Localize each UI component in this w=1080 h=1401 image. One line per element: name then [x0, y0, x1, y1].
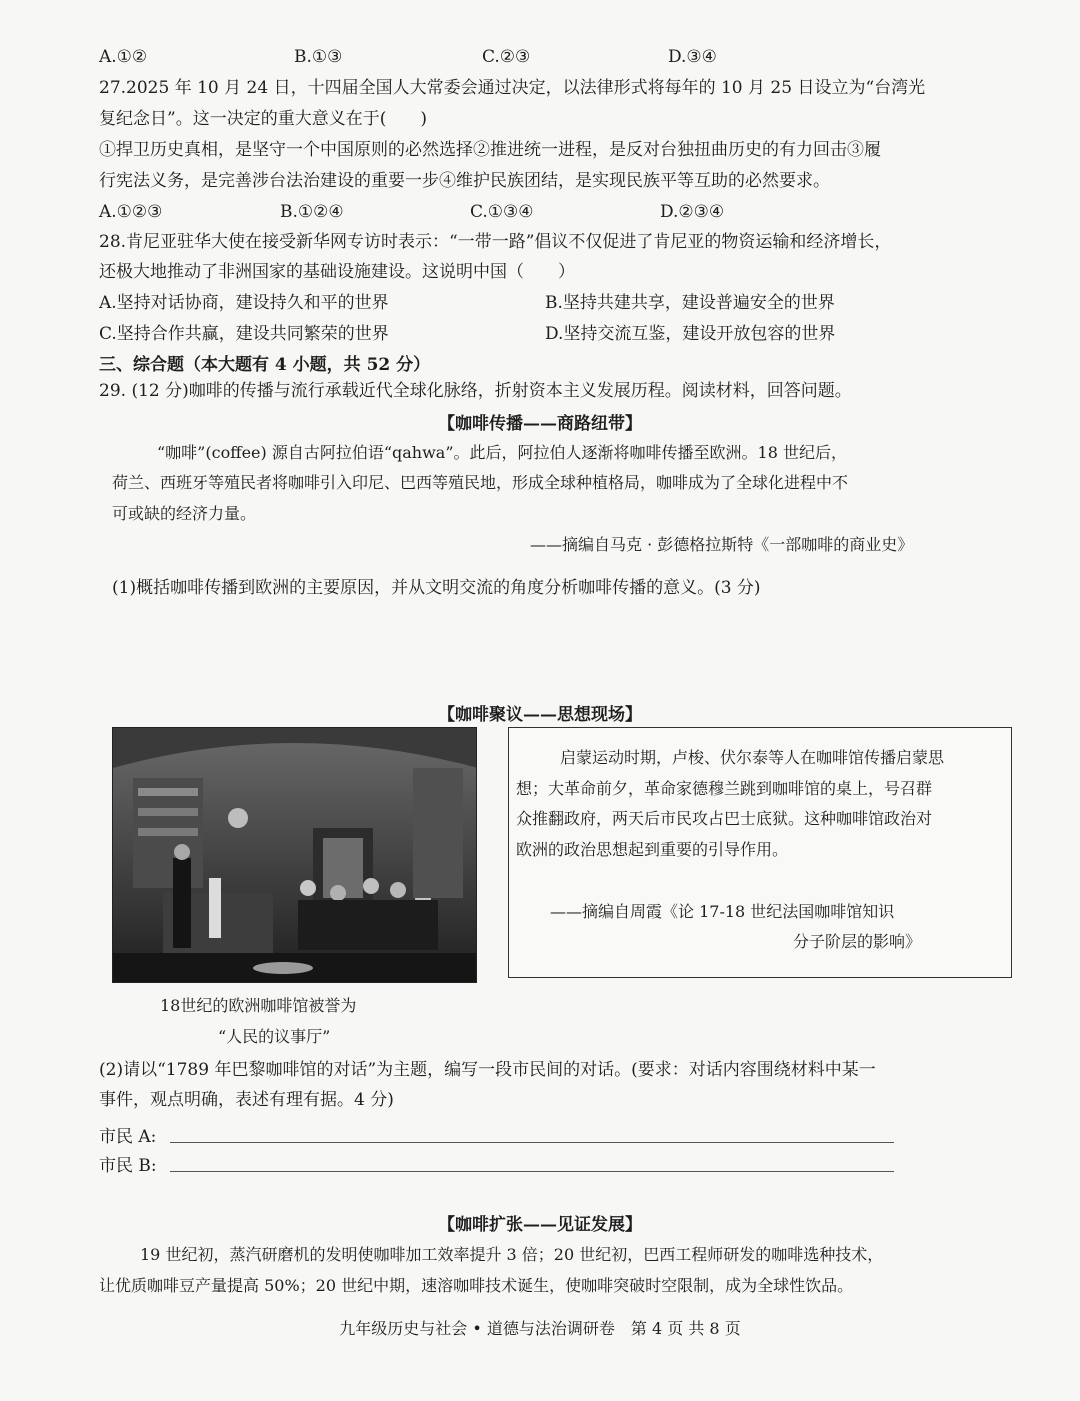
q28-stem-line2: 还极大地推动了非洲国家的基础设施建设。这说明中国（ ） [99, 262, 575, 282]
citizen-a-answer-line[interactable] [170, 1141, 894, 1143]
material1-line3: 可或缺的经济力量。 [112, 504, 257, 523]
subquestion-2-line2: 事件，观点明确，表述有理有据。4 分) [99, 1090, 394, 1110]
material2-box-line3: 众推翻政府，两天后市民攻占巴士底狱。这种咖啡馆政治对 [516, 809, 933, 828]
section-title: 三、综合题（本大题有 4 小题，共 52 分） [99, 355, 431, 375]
photo-caption-line1: 18世纪的欧洲咖啡馆被誉为 [160, 996, 357, 1015]
material1-source: ——摘编自马克 · 彭德格拉斯特《一部咖啡的商业史》 [530, 535, 914, 554]
material2-title: 【咖啡聚议——思想现场】 [438, 705, 642, 725]
page-footer: 九年级历史与社会 • 道德与法治调研卷 第 4 页 共 8 页 [339, 1319, 741, 1338]
material1-line2: 荷兰、西班牙等殖民者将咖啡引入印尼、巴西等殖民地，形成全球种植格局，咖啡成为了全球化进程中不 [112, 473, 849, 492]
q29-intro: 29. (12 分)咖啡的传播与流行承载近代全球化脉络，折射资本主义发展历程。阅读材料，回答问题。 [99, 381, 852, 401]
photo-caption-line2: “人民的议事厅” [218, 1027, 331, 1046]
material3-title: 【咖啡扩张——见证发展】 [438, 1215, 642, 1235]
citizen-a-label: 市民 A: [99, 1127, 157, 1147]
q26-option-d: D.③④ [668, 47, 717, 67]
material2-box-line4: 欧洲的政治思想起到重要的引导作用。 [516, 840, 789, 859]
coffeehouse-photo [112, 727, 477, 983]
citizen-b-answer-line[interactable] [170, 1170, 894, 1172]
q28-option-d: D.坚持交流互鉴，建设开放包容的世界 [545, 324, 836, 344]
subquestion-2-line1: (2)请以“1789 年巴黎咖啡馆的对话”为主题，编写一段市民间的对话。(要求：对话内容围绕材料中某一 [99, 1060, 876, 1080]
citizen-b-label: 市民 B: [99, 1156, 157, 1176]
subquestion-1: (1)概括咖啡传播到欧洲的主要原因，并从文明交流的角度分析咖啡传播的意义。(3 分) [112, 578, 761, 598]
q27-option-b: B.①②④ [280, 202, 344, 222]
q27-items-line1: ①捍卫历史真相，是坚守一个中国原则的必然选择②推进统一进程，是反对台独扭曲历史的有力回击③履 [99, 140, 881, 160]
material3-line2: 让优质咖啡豆产量提高 50%；20 世纪中期，速溶咖啡技术诞生，使咖啡突破时空限制，成为全球性饮品。 [99, 1276, 854, 1295]
material2-box-line2: 想；大革命前夕，革命家德穆兰跳到咖啡馆的桌上，号召群 [516, 779, 933, 798]
q27-option-c: C.①③④ [470, 202, 534, 222]
q26-option-a: A.①② [99, 47, 148, 67]
q26-option-b: B.①③ [294, 47, 343, 67]
material1-title: 【咖啡传播——商路纽带】 [438, 414, 642, 434]
q27-stem-line2: 复纪念日”。这一决定的重大意义在于( ) [99, 109, 427, 129]
q26-option-c: C.②③ [482, 47, 531, 67]
q27-stem-line1: 27.2025 年 10 月 24 日，十四届全国人大常委会通过决定，以法律形式将每年的 10 月 25 日设立为“台湾光 [99, 78, 926, 98]
q28-stem-line1: 28.肯尼亚驻华大使在接受新华网专访时表示：“一带一路”倡议不仅促进了肯尼亚的物资运输和经济增长， [99, 232, 892, 252]
material2-source-line1: ——摘编自周霞《论 17-18 世纪法国咖啡馆知识 [550, 902, 895, 921]
material2-box-line1: 启蒙运动时期，卢梭、伏尔泰等人在咖啡馆传播启蒙思 [560, 748, 945, 767]
material1-line1: “咖啡”(coffee) 源自古阿拉伯语“qahwa”。此后，阿拉伯人逐渐将咖啡传播至欧洲。18 世纪后， [157, 443, 847, 462]
q28-option-a: A.坚持对话协商，建设持久和平的世界 [99, 293, 389, 313]
material2-source-line2: 分子阶层的影响》 [793, 932, 922, 951]
material3-line1: 19 世纪初，蒸汽研磨机的发明使咖啡加工效率提升 3 倍；20 世纪初，巴西工程师研发的咖啡选种技术， [140, 1245, 884, 1264]
q28-option-c: C.坚持合作共赢，建设共同繁荣的世界 [99, 324, 389, 344]
q27-option-a: A.①②③ [99, 202, 163, 222]
q27-option-d: D.②③④ [660, 202, 725, 222]
q28-option-b: B.坚持共建共享，建设普遍安全的世界 [545, 293, 835, 313]
q27-items-line2: 行宪法义务，是完善涉台法治建设的重要一步④维护民族团结，是实现民族平等互助的必然要求。 [99, 171, 830, 191]
